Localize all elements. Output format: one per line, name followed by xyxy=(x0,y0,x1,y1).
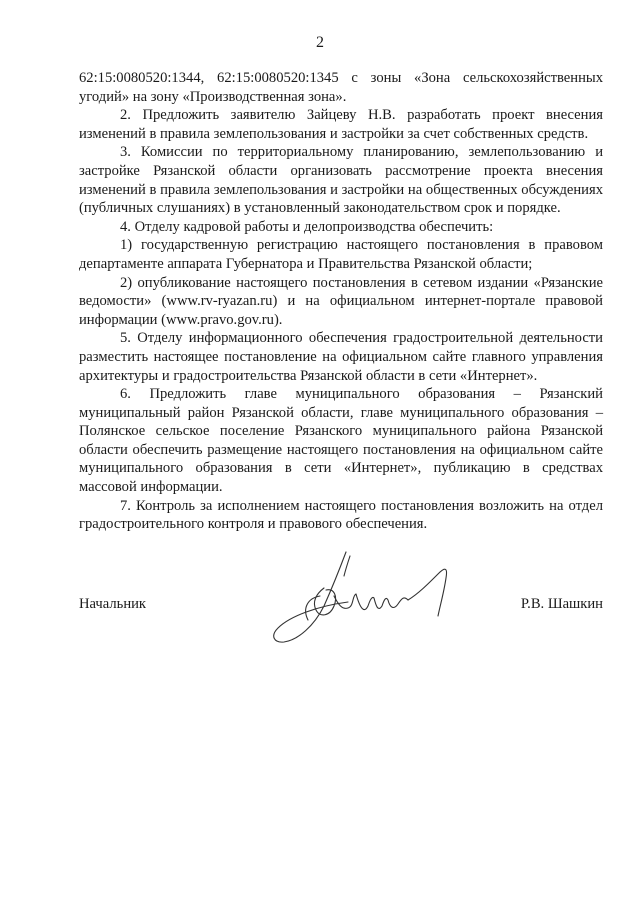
handwritten-signature xyxy=(268,548,478,650)
paragraph-subitem-2: 2) опубликование настоящего постановления в сетевом издании «Рязанские ведомости» (www.rv-ryazan.ru) и на официальном интернет-портале правовой информации (www.pravo.gov.ru). xyxy=(79,274,603,328)
signatory-position: Начальник xyxy=(79,596,147,612)
paragraph-item-6: 6. Предложить главе муниципального образования – Рязанский муниципальный район Рязанской области, главе муниципального образования – Полянское сельское поселение Рязанского муниципального района Рязанской области обеспечить размещение настоящего постановления на официальном сайте муниципального образования в сети «Интернет», публикацию в средствах массовой информации. xyxy=(79,386,603,496)
paragraph-item-4: 4. Отделу кадровой работы и делопроизводства обеспечить: xyxy=(120,218,494,235)
paragraph-item-5: 5. Отделу информационного обеспечения градостроительной деятельности разместить настоящее постановление на официальном сайте главного управления архитектуры и градостроительства Рязанской области в сети «Интернет». xyxy=(79,330,603,384)
page-number: 2 xyxy=(316,34,324,51)
paragraph-item-2: 2. Предложить заявителю Зайцеву Н.В. разработать проект внесения изменений в правила землепользования и застройки за счет собственных средств. xyxy=(79,107,603,142)
signatory-name: Р.В. Шашкин xyxy=(520,596,603,612)
document-body xyxy=(79,69,603,534)
paragraph-item-7: 7. Контроль за исполнением настоящего постановления возложить на отдел градостроительного контроля и правового обеспечения. xyxy=(79,497,603,533)
paragraph-cadastral-continuation: 62:15:0080520:1344, 62:15:0080520:1345 с зоны «Зона сельскохозяйственных угодий» на зону «Производственная зона». xyxy=(79,70,603,105)
paragraph-subitem-1: 1) государственную регистрацию настоящего постановления в правовом департаменте аппарата Губернатора и Правительства Рязанской области; xyxy=(79,237,603,272)
paragraph-item-3: 3. Комиссии по территориальному планированию, землепользованию и застройке Рязанской области организовать рассмотрение проекта внесения изменений в правила землепользования и застройки на общественных обсуждениях (публичных слушаниях) в установленный законодательством срок и порядке. xyxy=(79,144,603,217)
